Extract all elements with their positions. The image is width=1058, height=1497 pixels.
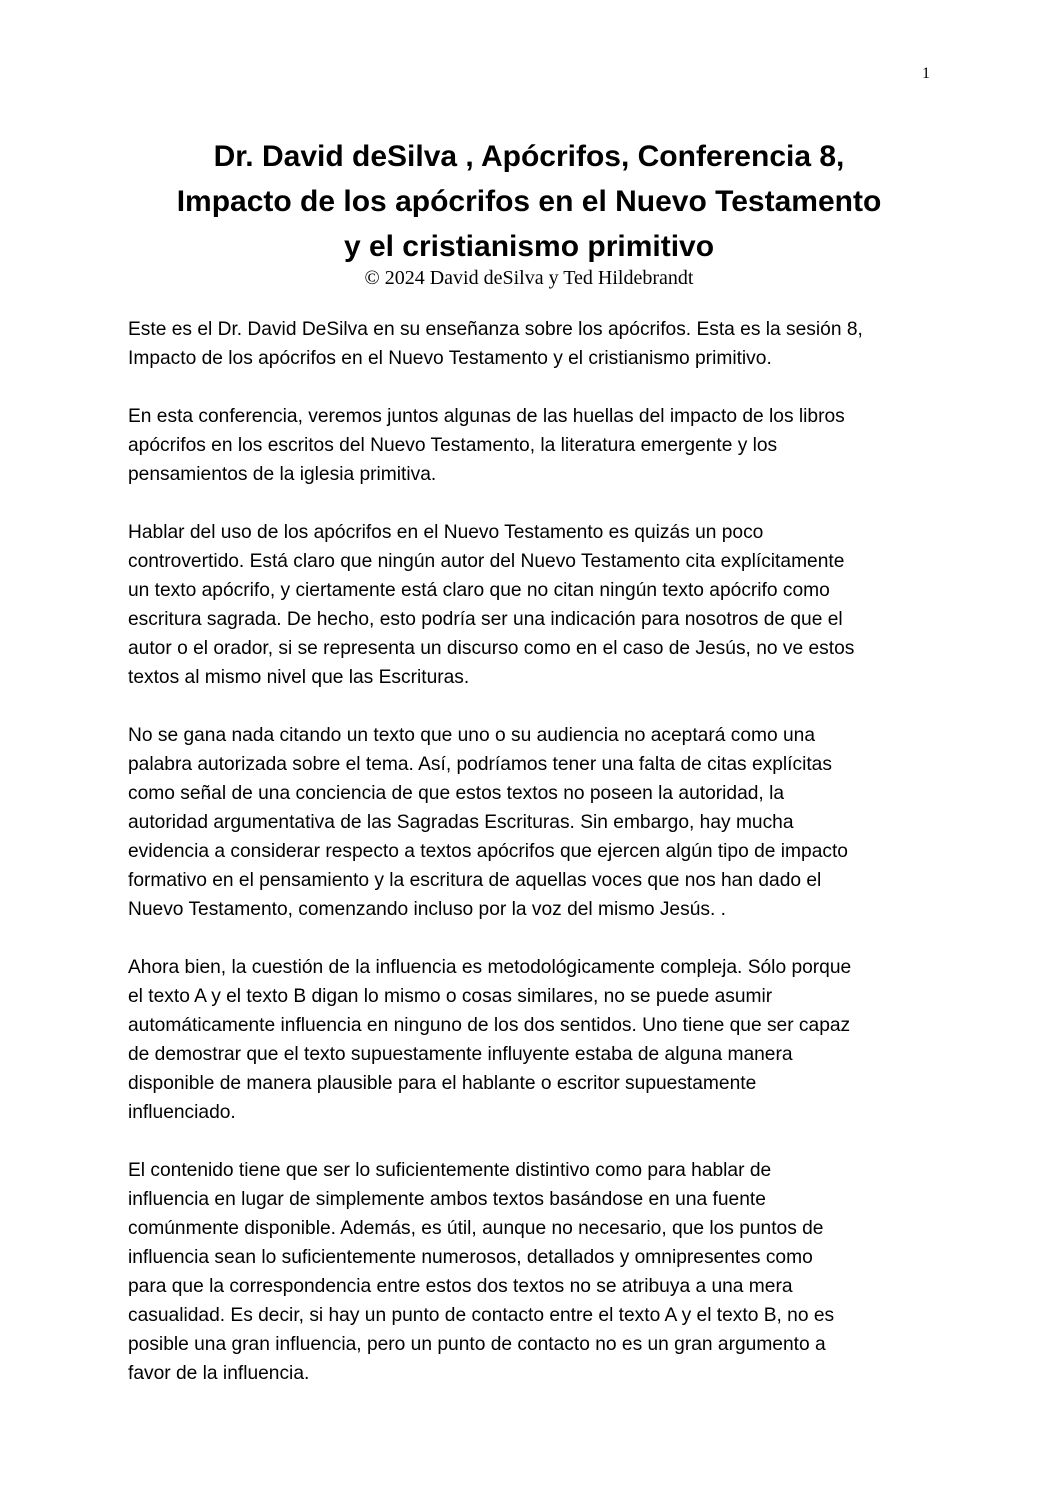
text-line: influencia sean lo suficientemente numerosos, detallados y omnipresentes como <box>128 1247 813 1268</box>
document-title-line: Impacto de los apócrifos en el Nuevo Testamento <box>176 185 882 218</box>
text-line: autoridad argumentativa de las Sagradas Escrituras. Sin embargo, hay mucha <box>128 812 794 833</box>
document-title-line: y el cristianismo primitivo <box>343 230 715 263</box>
text-line: un texto apócrifo, y ciertamente está claro que no citan ningún texto apócrifo como <box>128 580 830 601</box>
text-line: apócrifos en los escritos del Nuevo Testamento, la literatura emergente y los <box>128 435 778 456</box>
text-line: palabra autorizada sobre el tema. Así, podríamos tener una falta de citas explícitas <box>128 754 832 775</box>
text-line: automáticamente influencia en ninguno de los dos sentidos. Uno tiene que ser capaz <box>128 1015 851 1036</box>
text-line: En esta conferencia, veremos juntos algunas de las huellas del impacto de los libros <box>128 406 845 427</box>
text-line: escritura sagrada. De hecho, esto podría ser una indicación para nosotros de que el <box>128 609 843 630</box>
text-line: influenciado. <box>128 1102 236 1123</box>
text-line: formativo en el pensamiento y la escritura de aquellas voces que nos han dado el <box>128 870 822 891</box>
text-line: No se gana nada citando un texto que uno o su audiencia no aceptará como una <box>128 725 815 746</box>
text-line: Ahora bien, la cuestión de la influencia es metodológicamente compleja. Sólo porque <box>128 957 852 978</box>
text-line: textos al mismo nivel que las Escrituras. <box>128 667 470 688</box>
text-line: autor o el orador, si se representa un discurso como en el caso de Jesús, no ve estos <box>128 638 855 659</box>
text-line: casualidad. Es decir, si hay un punto de contacto entre el texto A y el texto B, no es <box>128 1305 835 1326</box>
text-line: posible una gran influencia, pero un punto de contacto no es un gran argumento a <box>128 1334 826 1355</box>
text-line: disponible de manera plausible para el hablante o escritor supuestamente <box>128 1073 757 1094</box>
document-title-line: Dr. David deSilva , Apócrifos, Conferencia 8, <box>213 140 845 173</box>
text-line: para que la correspondencia entre estos dos textos no se atribuya a una mera <box>128 1276 793 1297</box>
text-line: Hablar del uso de los apócrifos en el Nuevo Testamento es quizás un poco <box>128 522 764 543</box>
text-line: de demostrar que el texto supuestamente influyente estaba de alguna manera <box>128 1044 793 1065</box>
document-body <box>128 315 948 1417</box>
page-number: 1 <box>922 65 930 82</box>
text-line: influencia en lugar de simplemente ambos textos basándose en una fuente <box>128 1189 766 1210</box>
copyright-notice: © 2024 David deSilva y Ted Hildebrandt <box>364 267 694 289</box>
text-line: favor de la influencia. <box>128 1363 310 1384</box>
text-line: Nuevo Testamento, comenzando incluso por la voz del mismo Jesús. . <box>128 899 726 920</box>
text-line: Este es el Dr. David DeSilva en su enseñanza sobre los apócrifos. Esta es la sesión 8, <box>128 319 863 340</box>
text-line: como señal de una conciencia de que estos textos no poseen la autoridad, la <box>128 783 785 804</box>
paragraph <box>128 721 948 924</box>
paragraph <box>128 402 948 489</box>
paragraph <box>128 315 948 373</box>
text-line: comúnmente disponible. Además, es útil, aunque no necesario, que los puntos de <box>128 1218 824 1239</box>
text-line: pensamientos de la iglesia primitiva. <box>128 464 437 485</box>
document-header <box>100 134 958 289</box>
text-line: controvertido. Está claro que ningún autor del Nuevo Testamento cita explícitamente <box>128 551 845 572</box>
paragraph <box>128 1156 948 1388</box>
text-line: Impacto de los apócrifos en el Nuevo Testamento y el cristianismo primitivo. <box>128 348 772 369</box>
text-line: evidencia a considerar respecto a textos apócrifos que ejercen algún tipo de impacto <box>128 841 848 862</box>
text-line: el texto A y el texto B digan lo mismo o cosas similares, no se puede asumir <box>128 986 773 1007</box>
paragraph <box>128 518 948 692</box>
text-line: El contenido tiene que ser lo suficientemente distintivo como para hablar de <box>128 1160 772 1181</box>
paragraph <box>128 953 948 1127</box>
